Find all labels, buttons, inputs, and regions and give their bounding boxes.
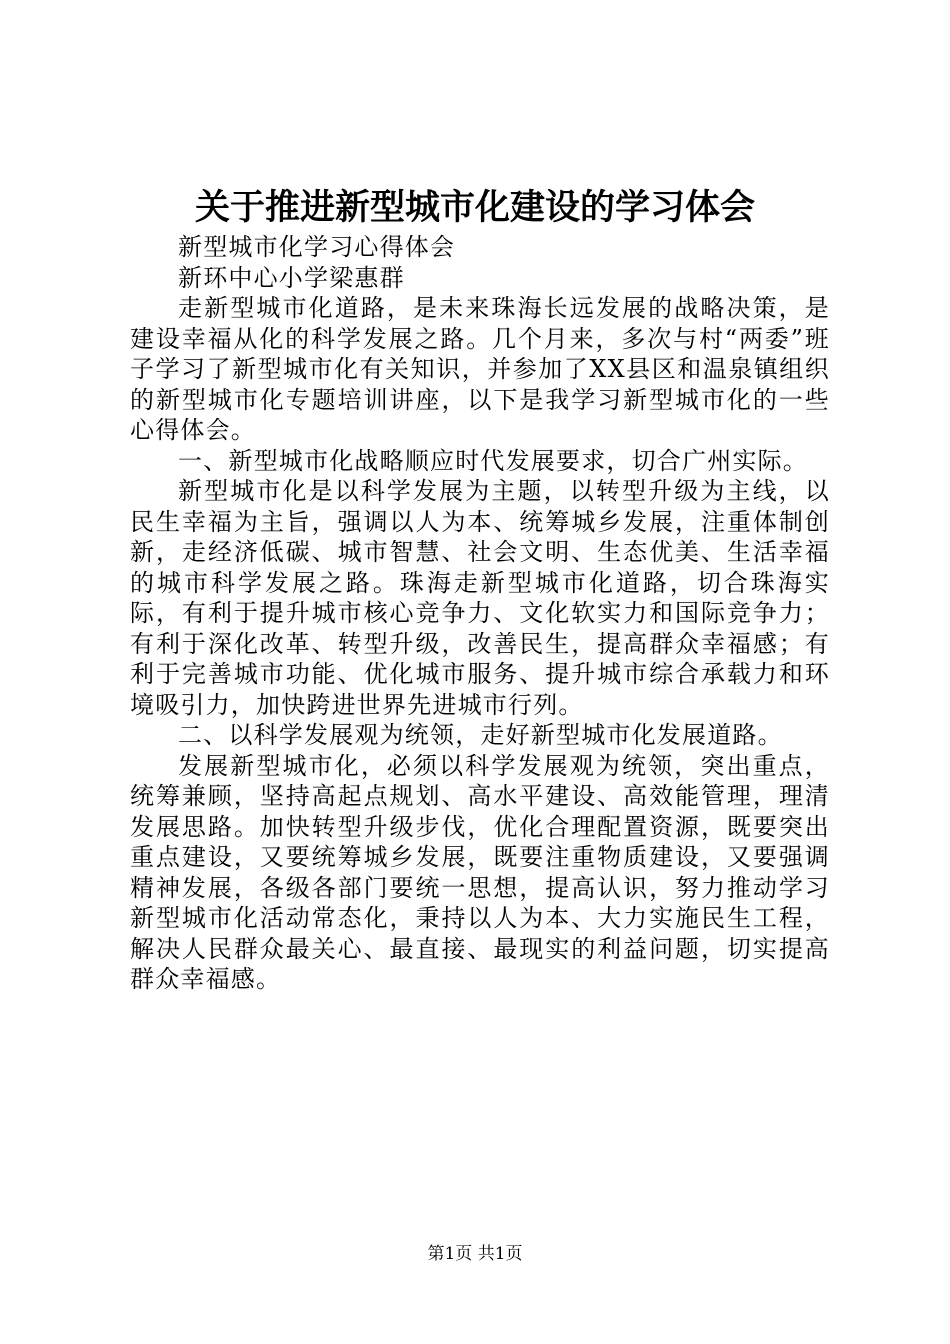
paragraph-section-2: 发展新型城市化，必须以科学发展观为统领，突出重点，统筹兼顾，坚持高起点规划、高水平建设、高效能管理，理清发展思路。加快转型升级步伐，优化合理配置资源，既要突出重点建设，又要统筹城乡发展，既要注重物质建设，又要强调精神发展，各级各部门要统一思想，提高认识，努力推动学习新型城市化活动常态化，秉持以人为本、大力实施民生工程，解决人民群众最关心、最直接、最现实的利益问题，切实提高群众幸福感。 [130,751,830,993]
section-heading-2: 二、以科学发展观为统领，走好新型城市化发展道路。 [178,721,783,749]
subtitle: 新型城市化学习心得体会 [178,233,456,261]
paragraph-section-1: 新型城市化是以科学发展为主题，以转型升级为主线，以民生幸福为主旨，强调以人为本、统筹城乡发展，注重体制创新，走经济低碳、城市智慧、社会文明、生态优美、生活幸福的城市科学发展之路。珠海走新型城市化道路，切合珠海实际，有利于提升城市核心竞争力、文化软实力和国际竞争力；有利于深化改革、转型升级，改善民生，提高群众幸福感；有利于完善城市功能、优化城市服务、提升城市综合承载力和环境吸引力，加快跨进世界先进城市行列。 [130,477,830,719]
document-title: 关于推进新型城市化建设的学习体会 [194,187,755,228]
paragraph-intro: 走新型城市化道路，是未来珠海长远发展的战略决策，是建设幸福从化的科学发展之路。几个月来，多次与村“两委”班子学习了新型城市化有关知识，并参加了XX县区和温泉镇组织的新型城市化专题培训讲座，以下是我学习新型城市化的一些心得体会。 [130,294,830,444]
page-number-footer: 第1页 共1页 [427,1244,523,1264]
section-heading-1: 一、新型城市化战略顺应时代发展要求，切合广州实际。 [178,446,808,475]
document-body [130,232,830,995]
author-line: 新环中心小学梁惠群 [178,263,405,292]
